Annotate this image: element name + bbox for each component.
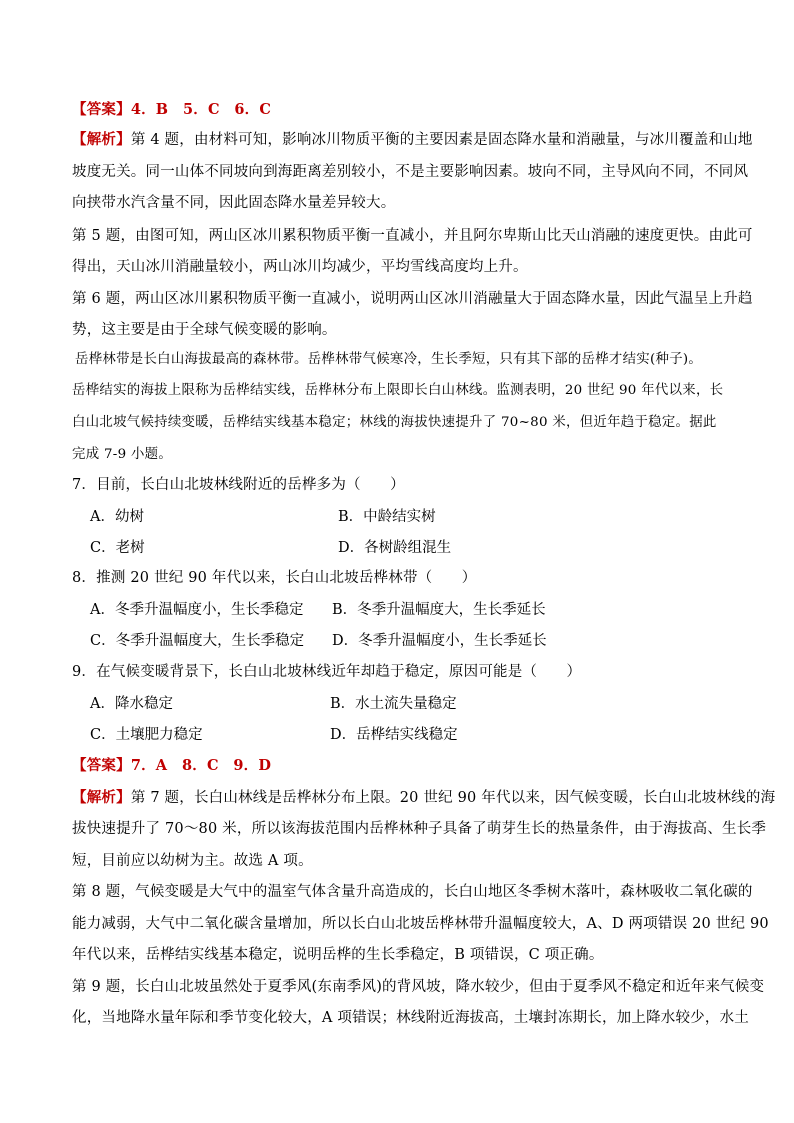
q9-option-c: C．土壤肥力稳定 [90, 727, 203, 743]
question-8-stem: 8．推测 20 世纪 90 年代以来，长白山北坡岳桦林带（ ） [72, 570, 477, 586]
analysis-line: 第 9 题，长白山北坡虽然处于夏季风(东南季风)的背风坡，降水较少，但由于夏季风不稳定和近年来气候变 [72, 979, 765, 995]
analysis-line: 第 8 题，气候变暖是大气中的温室气体含量升高造成的，长白山地区冬季树木落叶，森林吸收二氧化碳的 [72, 884, 753, 900]
passage-line: 完成 7-9 小题。 [72, 447, 173, 462]
answer-line-2 [72, 756, 722, 776]
q8-option-b: B．冬季升温幅度大，生长季延长 [332, 602, 546, 618]
q7-option-c: C．老树 [90, 540, 145, 556]
analysis-text: 第 4 题，由材料可知，影响冰川物质平衡的主要因素是固态降水量和消融量，与冰川覆盖和山地 [130, 132, 753, 148]
answer-tag: 【答案】 [72, 757, 131, 774]
analysis-line: 得出，天山冰川消融量较小，两山冰川均减少，平均雪线高度均上升。 [72, 259, 528, 275]
analysis-line [72, 130, 753, 150]
q9-option-a: A．降水稳定 [90, 696, 173, 712]
analysis-line [72, 788, 776, 808]
analysis-tag: 【解析】 [72, 789, 131, 806]
answer-text: 7．A 8．C 9．D [130, 757, 272, 774]
q7-option-d: D．各树龄组混生 [338, 540, 452, 556]
q8-option-a: A．冬季升温幅度小，生长季稳定 [90, 602, 304, 618]
analysis-line: 拔快速提升了 70～80 米，所以该海拔范围内岳桦林种子具备了萌芽生长的热量条件，由于海拔高、生长季 [72, 821, 767, 837]
analysis-line: 坡度无关。同一山体不同坡向到海距离差别较小，不是主要影响因素。坡向不同，主导风向不同，不同风 [72, 164, 749, 180]
analysis-line: 能力减弱，大气中二氧化碳含量增加，所以长白山北坡岳桦林带升温幅度较大，A、D 两项错误 20 世纪 90 [72, 916, 769, 932]
question-7-stem: 7．目前，长白山北坡林线附近的岳桦多为（ ） [72, 477, 405, 493]
answer-line-1 [72, 100, 722, 120]
analysis-line: 第 5 题，由图可知，两山区冰川累积物质平衡一直减小，并且阿尔卑斯山比天山消融的速度更快。由此可 [72, 228, 753, 244]
passage-line: 白山北坡气候持续变暖，岳桦结实线基本稳定；林线的海拔快速提升了 70~80 米，但近年趋于稳定。据此 [72, 415, 717, 430]
q8-option-d: D．冬季升温幅度小，生长季延长 [332, 633, 547, 649]
analysis-line: 向挟带水汽含量不同，因此固态降水量差异较大。 [72, 195, 396, 211]
passage-line: 岳桦结实的海拔上限称为岳桦结实线，岳桦林分布上限即长白山林线。监测表明，20 世纪 90 年代以来，长 [72, 383, 724, 398]
passage-line: 岳桦林带是长白山海拔最高的森林带。岳桦林带气候寒冷，生长季短，只有其下部的岳桦才结实(种子)。 [75, 352, 703, 367]
q9-option-b: B．水土流失量稳定 [330, 696, 457, 712]
q9-option-d: D．岳桦结实线稳定 [330, 727, 458, 743]
analysis-line: 化，当地降水量年际和季节变化较大，A 项错误；林线附近海拔高，土壤封冻期长，加上降水较少，水土 [72, 1010, 749, 1026]
analysis-line: 短，目前应以幼树为主。故选 A 项。 [72, 853, 313, 869]
analysis-line: 第 6 题，两山区冰川累积物质平衡一直减小，说明两山区冰川消融量大于固态降水量，因此气温呈上升趋 [72, 291, 753, 307]
q7-option-b: B．中龄结实树 [338, 509, 436, 525]
analysis-line: 势，这主要是由于全球气候变暖的影响。 [72, 322, 337, 338]
answer-text: 4．B 5．C 6．C [130, 101, 272, 118]
analysis-line: 年代以来，岳桦结实线基本稳定，说明岳桦的生长季稳定，B 项错误，C 项正确。 [72, 947, 604, 963]
question-9-stem: 9．在气候变暖背景下，长白山北坡林线近年却趋于稳定，原因可能是（ ） [72, 664, 582, 680]
analysis-text: 第 7 题，长白山林线是岳桦林分布上限。20 世纪 90 年代以来，因气候变暖，长白山北坡林线的海 [130, 790, 776, 806]
analysis-tag: 【解析】 [72, 131, 131, 148]
q8-option-c: C．冬季升温幅度大，生长季稳定 [90, 633, 305, 649]
answer-tag: 【答案】 [72, 101, 131, 118]
q7-option-a: A．幼树 [90, 509, 144, 525]
